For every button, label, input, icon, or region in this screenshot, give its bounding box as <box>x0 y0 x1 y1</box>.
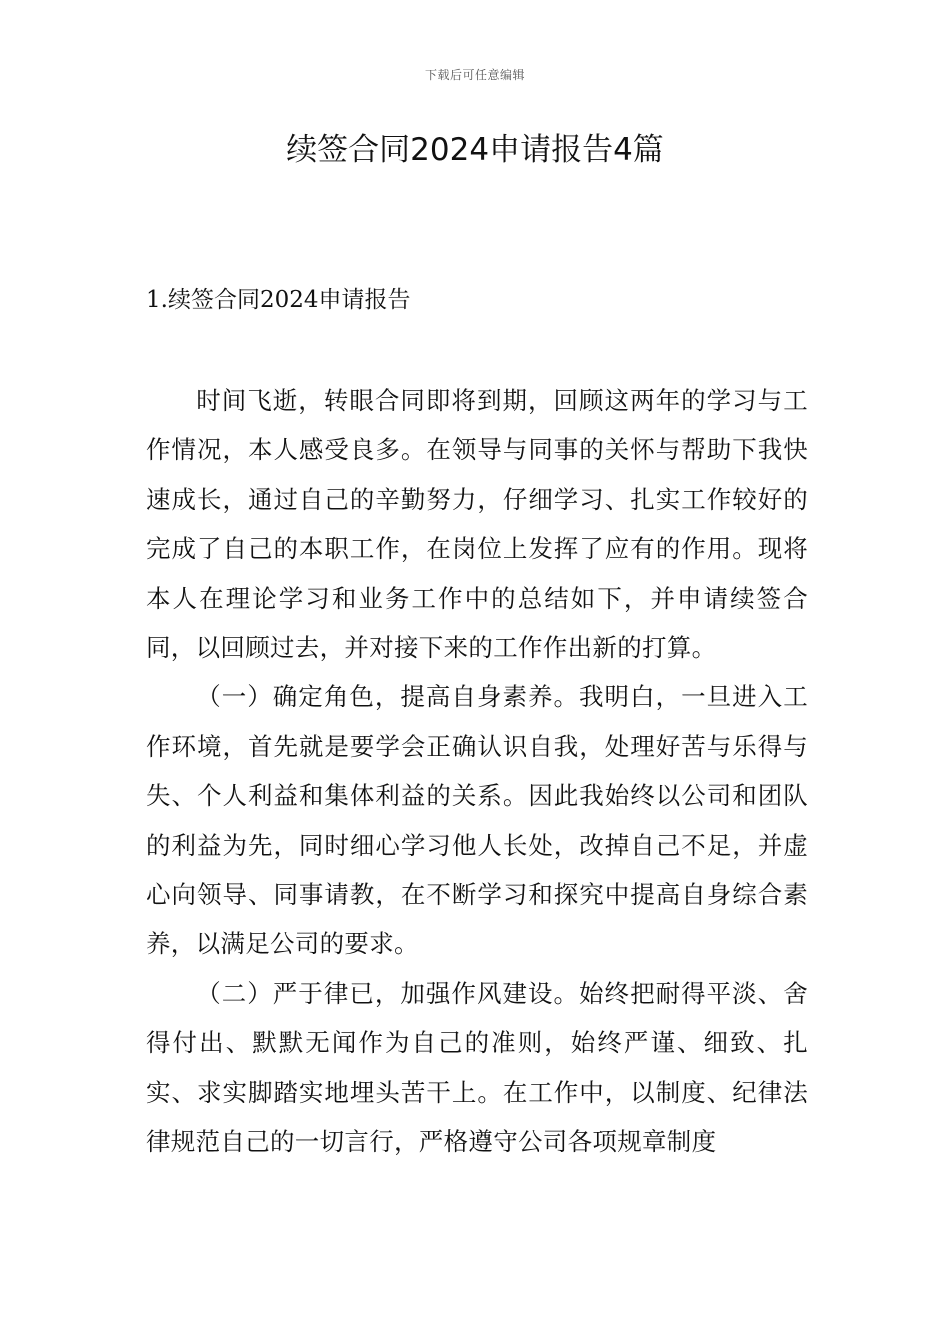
paragraph-role: （一）确定角色，提高自身素养。我明白，一旦进入工作环境，首先就是要学会正确认识自我，处理好苦与乐得与失、个人利益和集体利益的关系。因此我始终以公司和团队的利益为先，同时细心学习他人长处，改掉自己不足，并虚心向领导、同事请教，在不断学习和探究中提高自身综合素养，以满足公司的要求。 <box>146 682 808 959</box>
paragraph-intro: 时间飞逝，转眼合同即将到期，回顾这两年的学习与工作情况，本人感受良多。在领导与同事的关怀与帮助下我快速成长，通过自己的辛勤努力，仔细学习、扎实工作较好的完成了自己的本职工作，在岗位上发挥了应有的作用。现将本人在理论学习和业务工作中的总结如下，并申请续签合同，以回顾过去，并对接下来的工作作出新的打算。 <box>146 386 808 663</box>
paragraph-discipline: （二）严于律已，加强作风建设。始终把耐得平淡、舍得付出、默默无闻作为自己的准则，始终严谨、细致、扎实、求实脚踏实地埋头苦干上。在工作中，以制度、纪律法律规范自己的一切言行，严格遵守公司各项规章制度 <box>146 978 808 1157</box>
section-heading: 1.续签合同2024申请报告 <box>146 287 411 313</box>
document-body <box>146 376 808 1167</box>
document-title: 续签合同2024申请报告4篇 <box>286 132 664 168</box>
header-note: 下载后可任意编辑 <box>424 68 525 82</box>
